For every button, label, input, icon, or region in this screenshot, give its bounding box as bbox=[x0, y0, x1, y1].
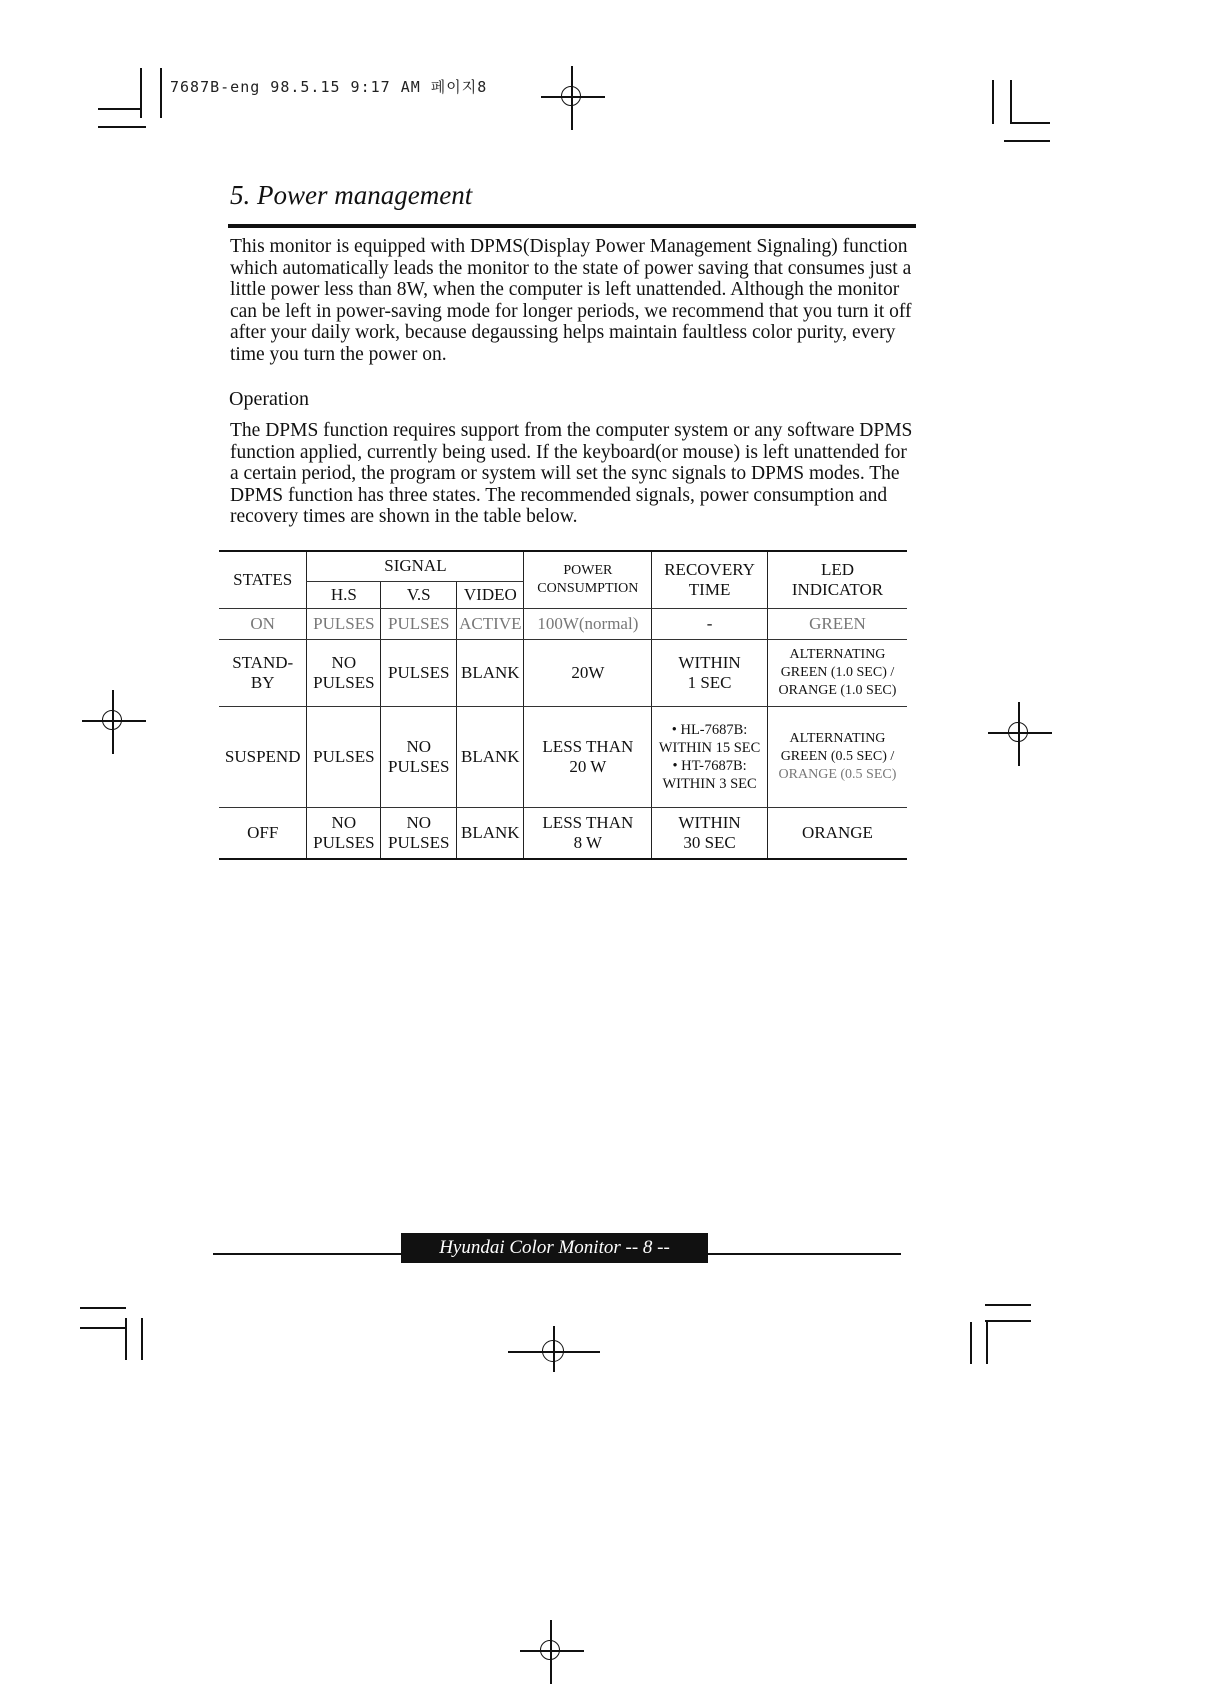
header-hs: H.S bbox=[307, 581, 381, 608]
cell-recovery-line: • HT-7687B: bbox=[672, 758, 747, 774]
cell-recovery bbox=[652, 808, 768, 860]
cell-power bbox=[524, 808, 652, 860]
header-recovery bbox=[652, 551, 768, 609]
cell-recovery-line: 1 SEC bbox=[687, 673, 732, 692]
cell-power-line: LESS THAN bbox=[542, 737, 634, 756]
cell-state: SUSPEND bbox=[219, 707, 307, 808]
registration-mark bbox=[551, 76, 595, 120]
cell-vs-line: PULSES bbox=[388, 757, 450, 776]
cell-led: ORANGE bbox=[767, 808, 907, 860]
cell-led-line: ALTERNATING bbox=[789, 731, 886, 746]
operation-paragraph bbox=[230, 420, 915, 528]
dpms-table bbox=[219, 550, 907, 860]
cell-state: ON bbox=[219, 609, 307, 640]
header-led-line: INDICATOR bbox=[791, 580, 884, 599]
cell-power: 20W bbox=[524, 640, 652, 707]
cell-vs bbox=[381, 808, 457, 860]
cell-recovery-line: WITHIN 15 SEC bbox=[658, 740, 761, 756]
cell-state bbox=[219, 640, 307, 707]
cell-recovery-line: WITHIN bbox=[678, 813, 741, 832]
table-row bbox=[219, 640, 907, 707]
page-title: 5. Power management bbox=[230, 180, 473, 210]
cell-recovery: - bbox=[652, 609, 768, 640]
crop-mark bbox=[98, 108, 140, 110]
footer-label: Hyundai Color Monitor -- 8 -- bbox=[401, 1233, 708, 1263]
cell-hs-line: NO bbox=[331, 813, 357, 832]
registration-mark bbox=[92, 700, 136, 744]
header-power-line: CONSUMPTION bbox=[537, 581, 639, 596]
cell-led bbox=[767, 707, 907, 808]
crop-mark bbox=[140, 68, 142, 118]
cell-hs-line: PULSES bbox=[313, 673, 375, 692]
header-led bbox=[767, 551, 907, 609]
intro-paragraph bbox=[230, 236, 920, 365]
cell-hs-line: PULSES bbox=[313, 833, 375, 852]
cell-video: BLANK bbox=[457, 640, 524, 707]
header-power bbox=[524, 551, 652, 609]
cell-led-line: ORANGE (1.0 SEC) bbox=[778, 683, 897, 698]
registration-mark bbox=[542, 1340, 564, 1362]
header-video: VIDEO bbox=[457, 581, 524, 608]
cell-recovery bbox=[652, 707, 768, 808]
cell-hs-line: NO bbox=[331, 653, 357, 672]
cell-vs bbox=[381, 707, 457, 808]
cell-state-line: STAND- bbox=[232, 653, 294, 672]
cell-vs-line: PULSES bbox=[388, 833, 450, 852]
cell-state: OFF bbox=[219, 808, 307, 860]
header-vs: V.S bbox=[381, 581, 457, 608]
header-recovery-line: TIME bbox=[688, 580, 731, 599]
operation-text: The DPMS function requires support from the computer system or any software DPMS function applied, currently being used. If the keyboard(or mouse) is left unattended for a certain period, the program or system will set the sync signals to DPMS modes. The DPMS function has three states. The recommended signals, power consumption and recovery times are shown in the table below. bbox=[230, 420, 913, 527]
cell-hs bbox=[307, 640, 381, 707]
cell-video: ACTIVE bbox=[457, 609, 524, 640]
cell-power: 100W(normal) bbox=[524, 609, 652, 640]
header-slug: 7687B-eng 98.5.15 9:17 AM 페이지8 bbox=[170, 78, 488, 96]
cell-recovery-line: WITHIN bbox=[678, 653, 741, 672]
crop-mark bbox=[985, 1320, 1031, 1322]
cell-led-line: GREEN (1.0 SEC) / bbox=[780, 665, 895, 680]
cell-recovery bbox=[652, 640, 768, 707]
cell-vs-line: NO bbox=[406, 813, 431, 832]
crop-mark bbox=[80, 1327, 126, 1329]
crop-mark bbox=[985, 1304, 1031, 1306]
cell-vs: PULSES bbox=[381, 640, 457, 707]
cell-vs: PULSES bbox=[381, 609, 457, 640]
crop-mark bbox=[1010, 80, 1012, 124]
crop-mark bbox=[125, 1318, 127, 1360]
cell-led-line: GREEN (0.5 SEC) / bbox=[780, 749, 895, 764]
cell-hs bbox=[307, 808, 381, 860]
title-rule bbox=[228, 224, 916, 228]
table-row bbox=[219, 707, 907, 808]
header-led-line: LED bbox=[820, 560, 854, 579]
cell-led-line: ALTERNATING bbox=[789, 647, 886, 662]
cell-state-line: BY bbox=[250, 673, 275, 692]
cell-recovery-line: WITHIN 3 SEC bbox=[662, 776, 757, 792]
registration-mark bbox=[530, 1630, 574, 1674]
crop-mark bbox=[1004, 140, 1050, 142]
cell-power bbox=[524, 707, 652, 808]
crop-mark bbox=[141, 1318, 143, 1360]
cell-recovery-line: • HL-7687B: bbox=[671, 722, 748, 738]
cell-power-line: 8 W bbox=[573, 833, 603, 852]
crop-mark bbox=[80, 1307, 126, 1309]
header-recovery-line: RECOVERY bbox=[664, 560, 755, 579]
crop-mark bbox=[970, 1322, 972, 1364]
operation-heading: Operation bbox=[229, 388, 309, 410]
cell-led-line: ORANGE (0.5 SEC) bbox=[778, 767, 897, 782]
intro-text: This monitor is equipped with DPMS(Display Power Management Signaling) function which automatically leads the monitor to the state of power saving that consumes just a little power less than 8W, when the computer is left unattended. Although the monitor can be left in power-saving mode for longer periods, we recommend that you turn it off after your daily work, because degaussing helps maintain faultless color purity, every time you turn the power on. bbox=[230, 236, 912, 365]
header-power-line: POWER bbox=[563, 563, 613, 578]
cell-power-line: 20 W bbox=[569, 757, 607, 776]
cell-recovery-line: 30 SEC bbox=[683, 833, 736, 852]
crop-mark bbox=[98, 126, 146, 128]
header-states: STATES bbox=[219, 551, 307, 609]
cell-led: GREEN bbox=[767, 609, 907, 640]
cell-hs: PULSES bbox=[307, 707, 381, 808]
cell-power-line: LESS THAN bbox=[542, 813, 634, 832]
crop-mark bbox=[986, 1322, 988, 1364]
cell-video: BLANK bbox=[457, 707, 524, 808]
crop-mark bbox=[160, 68, 162, 118]
crop-mark bbox=[1010, 122, 1050, 124]
cell-hs: PULSES bbox=[307, 609, 381, 640]
table-row bbox=[219, 808, 907, 860]
crop-mark bbox=[992, 80, 994, 124]
table-header-row bbox=[219, 551, 907, 581]
cell-video: BLANK bbox=[457, 808, 524, 860]
cell-vs-line: NO bbox=[406, 737, 431, 756]
table-row bbox=[219, 609, 907, 640]
cell-led bbox=[767, 640, 907, 707]
header-signal: SIGNAL bbox=[307, 551, 524, 581]
registration-mark bbox=[998, 712, 1042, 756]
